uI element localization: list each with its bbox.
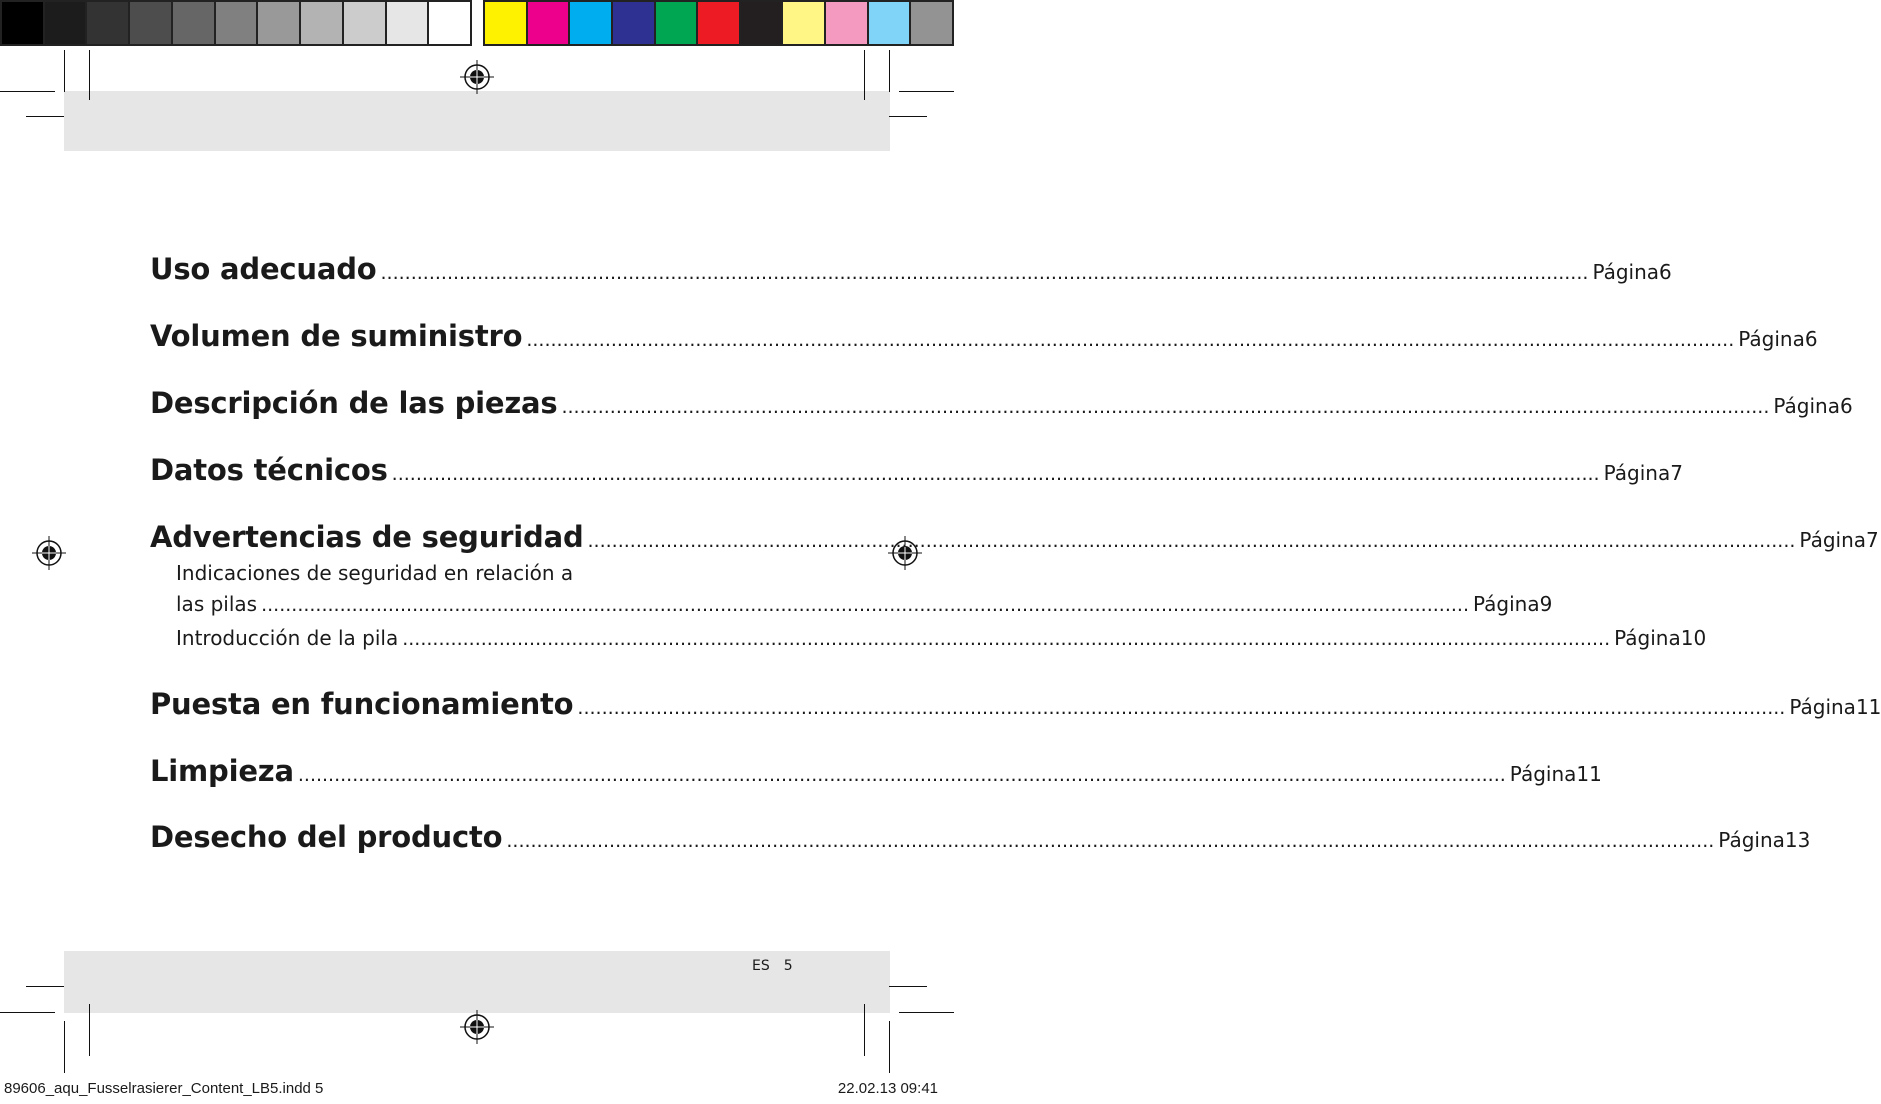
gray-swatch [429, 2, 470, 44]
toc-page-number: 11 [1855, 695, 1881, 719]
crop-mark [899, 1012, 954, 1013]
toc-page-number: 7 [1670, 461, 1683, 485]
crop-mark [864, 50, 865, 100]
color-swatch [570, 2, 613, 44]
toc-subentry-battery [150, 592, 1553, 616]
toc-page-word: Página [1592, 260, 1660, 284]
toc-entry-uso-adecuado [150, 252, 1672, 286]
toc-entry-title: Uso adecuado [150, 252, 377, 286]
toc-entry-title: Descripción de las piezas [150, 386, 558, 420]
dot-leader: ........................................................................................................................................................................................................ [577, 697, 1786, 719]
color-calibration-bar [483, 0, 954, 46]
color-swatch [741, 2, 784, 44]
toc-page-number: 6 [1659, 260, 1672, 284]
toc-entry-puesta-en-funcionamiento [150, 687, 1881, 721]
registration-mark-icon [460, 1010, 494, 1044]
crop-mark [0, 1012, 55, 1013]
toc-entry-limpieza [150, 754, 1602, 788]
color-swatch [613, 2, 656, 44]
timestamp-slug: 22.02.13 09:41 [837, 1080, 938, 1097]
language-code: ES [752, 958, 770, 974]
toc-page-word: Página [1603, 461, 1671, 485]
gray-swatch [387, 2, 430, 44]
file-name-slug: 89606_aqu_Fusselrasierer_Content_LB5.indd 5 [4, 1080, 324, 1097]
dot-leader: ........................................................................................................................................................................................................ [526, 329, 1735, 351]
toc-page-number: 6 [1804, 327, 1818, 351]
color-swatch [528, 2, 571, 44]
color-swatch [698, 2, 741, 44]
registration-mark-icon [32, 536, 66, 570]
crop-mark [899, 91, 954, 92]
toc-page-number: 10 [1680, 626, 1707, 650]
dot-leader: ........................................................................................................................................................................................................ [297, 764, 1506, 786]
toc-page-number: 13 [1784, 828, 1811, 852]
gray-swatch [344, 2, 387, 44]
dot-leader: ........................................................................................................................................................................................................ [506, 830, 1715, 852]
crop-mark [889, 116, 927, 117]
crop-mark [26, 986, 64, 987]
color-swatch [911, 2, 952, 44]
crop-mark [89, 1004, 90, 1056]
toc-page-word: Página [1738, 327, 1805, 351]
toc-page-word: Página [1773, 394, 1840, 418]
color-swatch [826, 2, 869, 44]
toc-page-word: Página [1789, 695, 1856, 719]
registration-mark-icon [460, 60, 494, 94]
toc-subentry-insert-battery [150, 626, 1707, 650]
toc-page-number: 6 [1840, 394, 1853, 418]
toc-entry-datos-tecnicos [150, 453, 1683, 487]
gray-swatch [87, 2, 130, 44]
toc-entry-title: Advertencias de seguridad [150, 520, 584, 554]
toc-subentry-battery-line1: Indicaciones de seguridad en relación a [176, 561, 574, 585]
toc-entry-title: Volumen de suministro [150, 319, 523, 353]
crop-mark [864, 1004, 865, 1056]
crop-mark [64, 50, 65, 92]
toc-page-number: 7 [1866, 528, 1879, 552]
toc-subentry-title: Introducción de la pila [176, 626, 399, 650]
toc-page-number: 11 [1576, 762, 1602, 786]
toc-entry-volumen-de-suministro [150, 319, 1818, 353]
crop-mark [889, 50, 890, 92]
crop-mark [89, 50, 90, 100]
toc-page-word: Página [1799, 528, 1867, 552]
header-band [64, 91, 890, 151]
color-swatch [656, 2, 699, 44]
toc-entry-advertencias-de-seguridad [150, 520, 1879, 554]
gray-swatch [173, 2, 216, 44]
crop-mark [889, 986, 927, 987]
gray-swatch [2, 2, 45, 44]
toc-entry-descripcion-de-las-piezas [150, 386, 1853, 420]
toc-entry-title: Datos técnicos [150, 453, 388, 487]
toc-page-word: Página [1718, 828, 1785, 852]
crop-mark [26, 116, 64, 117]
crop-mark [889, 1021, 890, 1073]
page-indicator [752, 958, 793, 974]
gray-swatch [301, 2, 344, 44]
dot-leader: ........................................................................................................................................................................................................ [561, 396, 1770, 418]
toc-entry-title: Desecho del producto [150, 820, 503, 854]
toc-page-word: Página [1614, 626, 1681, 650]
gray-swatch [130, 2, 173, 44]
color-swatch [485, 2, 528, 44]
gray-swatch [45, 2, 88, 44]
dot-leader: ........................................................................................................................................................................................................ [391, 463, 1600, 485]
color-swatch [783, 2, 826, 44]
dot-leader: ........................................................................................................................................................................................................ [380, 262, 1589, 284]
crop-mark [0, 91, 55, 92]
dot-leader: ........................................................................................................................................................................................................ [587, 530, 1796, 552]
toc-page-word: Página [1509, 762, 1577, 786]
dot-leader: ........................................................................................................................................................................................................ [402, 628, 1611, 650]
toc-page-word: Página [1473, 592, 1540, 616]
toc-subentry-title: las pilas [176, 592, 258, 616]
toc-page-number: 9 [1539, 592, 1553, 616]
color-swatch [869, 2, 912, 44]
grayscale-calibration-bar [0, 0, 472, 46]
crop-mark [64, 1021, 65, 1073]
gray-swatch [216, 2, 259, 44]
gray-swatch [258, 2, 301, 44]
dot-leader: ........................................................................................................................................................................................................ [261, 594, 1469, 616]
toc-entry-desecho-del-producto [150, 820, 1811, 854]
toc-entry-title: Limpieza [150, 754, 294, 788]
toc-entry-title: Puesta en funcionamiento [150, 687, 574, 721]
page-number: 5 [783, 958, 793, 974]
